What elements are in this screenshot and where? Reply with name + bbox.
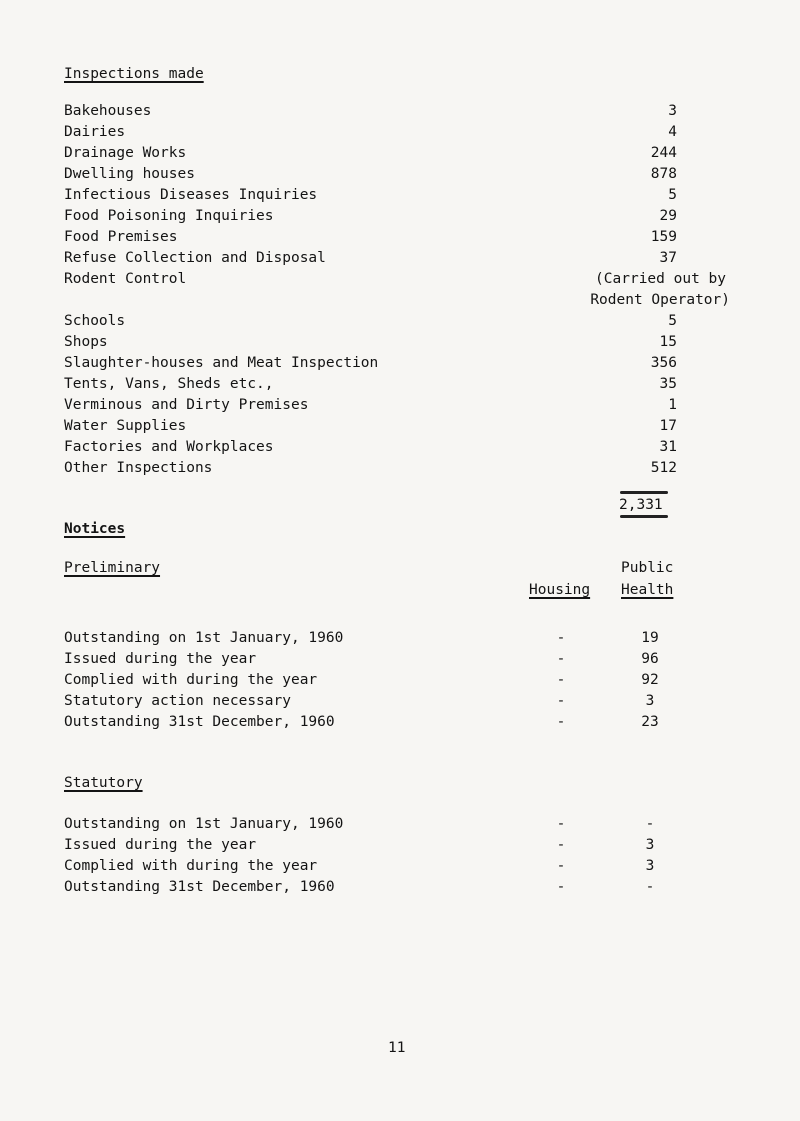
list-item: Factories and Workplaces 31 [64, 439, 677, 455]
table-row: Statutory action necessary - 3 [64, 693, 655, 709]
public-health-header-line1: Public [621, 560, 674, 576]
list-item: Rodent Control (Carried out by [64, 271, 726, 287]
table-row: Issued during the year - 96 [64, 651, 659, 667]
list-item: Slaughter-houses and Meat Inspection 356 [64, 355, 677, 371]
inspections-heading: Inspections made [64, 66, 204, 82]
list-item: Refuse Collection and Disposal 37 [64, 250, 677, 266]
list-item: Shops 15 [64, 334, 677, 350]
statutory-heading: Statutory [64, 775, 143, 791]
public-health-header-line2: Health [621, 582, 674, 598]
list-item: Dwelling houses 878 [64, 166, 677, 182]
preliminary-heading: Preliminary [64, 560, 161, 576]
table-row: Outstanding 31st December, 1960 - - [64, 879, 655, 895]
total-bottom-rule [620, 515, 668, 518]
list-item: Other Inspections 512 [64, 460, 677, 476]
list-item: Dairies 4 [64, 124, 677, 140]
page-number: 11 [388, 1040, 406, 1056]
table-row: Outstanding 31st December, 1960 - 23 [64, 714, 659, 730]
list-item: Drainage Works 244 [64, 145, 677, 161]
list-item: Water Supplies 17 [64, 418, 677, 434]
table-row: Issued during the year - 3 [64, 837, 655, 853]
list-item: Rodent Operator) [590, 292, 730, 308]
housing-column-header: Housing [529, 582, 591, 598]
list-item: Tents, Vans, Sheds etc., 35 [64, 376, 677, 392]
table-row: Outstanding on 1st January, 1960 - 19 [64, 630, 659, 646]
table-row: Complied with during the year - 92 [64, 672, 659, 688]
table-row: Outstanding on 1st January, 1960 - - [64, 816, 655, 832]
inspections-total: 2,331 [619, 497, 663, 513]
list-item: Schools 5 [64, 313, 677, 329]
list-item: Verminous and Dirty Premises 1 [64, 397, 677, 413]
list-item: Food Premises 159 [64, 229, 677, 245]
list-item: Bakehouses 3 [64, 103, 677, 119]
list-item: Food Poisoning Inquiries 29 [64, 208, 677, 224]
list-item: Infectious Diseases Inquiries 5 [64, 187, 677, 203]
total-top-rule [620, 491, 668, 494]
table-row: Complied with during the year - 3 [64, 858, 655, 874]
notices-heading: Notices [64, 521, 126, 537]
